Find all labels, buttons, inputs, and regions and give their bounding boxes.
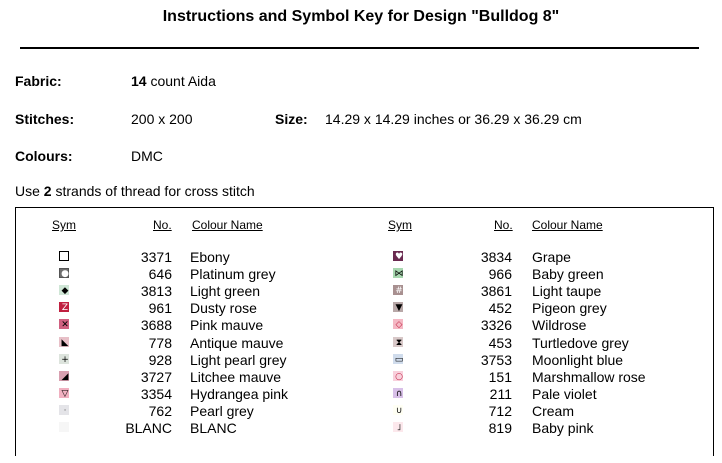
right-colour-name: Baby pink <box>532 420 594 436</box>
left-colour-number: 3727 <box>140 368 172 385</box>
left-colour-name: Dusty rose <box>190 300 257 317</box>
left-colour-number: BLANC <box>125 420 172 436</box>
strands-pre: Use <box>15 183 40 199</box>
right-colour-number: 452 <box>488 300 512 317</box>
cross-icon: ✕ <box>59 319 69 329</box>
no-header-left: No. <box>153 218 172 232</box>
left-colour-number: 961 <box>148 300 172 317</box>
strands-post: strands of thread for cross stitch <box>55 183 255 199</box>
title-divider <box>20 47 699 49</box>
right-colour-number: 211 <box>489 385 512 402</box>
right-colour-number: 453 <box>488 334 512 351</box>
cup-icon: ∪ <box>393 405 403 415</box>
triangle-corner-icon: ◣ <box>59 337 69 347</box>
dot-icon: · <box>59 405 69 415</box>
stitches-label: Stitches: <box>15 111 75 127</box>
left-colour-number: 778 <box>148 334 172 351</box>
rectangle-icon: ▭ <box>394 354 404 365</box>
left-colour-name: Light green <box>190 283 261 300</box>
circle-outline-icon: ○ <box>393 371 403 381</box>
strands-instruction <box>15 183 255 199</box>
left-colour-number: 928 <box>148 351 172 368</box>
right-colour-name: Marshmallow rose <box>532 368 646 385</box>
fabric-count: 14 <box>131 73 147 89</box>
left-colour-number: 3813 <box>140 283 172 300</box>
triangle-down-icon: ▽ <box>59 388 69 398</box>
z-icon: Z <box>59 302 69 312</box>
sym-header-left: Sym <box>52 218 76 232</box>
left-colour-number: 3371 <box>140 249 172 265</box>
right-colour-number: 819 <box>488 420 512 436</box>
left-colour-name: Pearl grey <box>190 402 254 419</box>
stitches-value: 200 x 200 <box>131 111 193 127</box>
fabric-type: count Aida <box>150 73 216 89</box>
right-colour-number: 712 <box>488 402 512 419</box>
heart-icon: ♥ <box>394 252 404 262</box>
left-colour-number: 3688 <box>140 317 172 334</box>
right-colour-number: 3861 <box>480 283 512 300</box>
right-colour-number: 966 <box>488 266 512 283</box>
left-colour-number: 3354 <box>140 385 172 402</box>
name-header-right: Colour Name <box>532 218 603 232</box>
right-colour-name: Pigeon grey <box>532 300 607 317</box>
circle-icon: ● <box>59 268 69 278</box>
left-colour-name: Antique mauve <box>190 334 284 351</box>
diamond-outline-icon: ◇ <box>393 319 403 329</box>
left-colour-name: Pink mauve <box>190 317 264 334</box>
left-colour-name: Light pearl grey <box>190 351 287 368</box>
size-label: Size: <box>275 111 308 127</box>
square-outline-icon <box>59 251 69 261</box>
colours-label: Colours: <box>15 148 73 164</box>
arch-icon: ∩ <box>393 388 403 398</box>
fabric-label: Fabric: <box>15 73 62 89</box>
right-colour-number: 3326 <box>480 317 512 334</box>
bowtie-icon: ⋈ <box>394 269 404 280</box>
hash-icon: # <box>393 285 403 295</box>
fabric-value <box>131 73 216 89</box>
sym-header-right: Sym <box>388 218 412 232</box>
hourglass-icon: ⧗ <box>393 337 403 347</box>
triangle-down-filled-icon: ▼ <box>393 302 403 312</box>
right-colour-name: Grape <box>532 249 571 265</box>
corner-icon: ˩ <box>393 422 403 432</box>
right-colour-name: Wildrose <box>532 317 587 334</box>
strands-count: 2 <box>43 183 52 199</box>
right-colour-number: 3834 <box>480 249 512 265</box>
right-colour-name: Turtledove grey <box>532 334 629 351</box>
page-title: Instructions and Symbol Key for Design "Bulldog 8" <box>162 8 560 25</box>
left-colour-number: 646 <box>148 266 172 283</box>
left-colour-name: Platinum grey <box>190 266 276 283</box>
right-colour-name: Cream <box>532 402 575 419</box>
right-colour-name: Light taupe <box>532 283 602 300</box>
blank-icon <box>59 422 69 432</box>
size-value: 14.29 x 14.29 inches or 36.29 x 36.29 cm <box>325 111 582 127</box>
plus-icon: + <box>59 354 69 364</box>
right-colour-number: 3753 <box>480 351 512 368</box>
right-colour-number: 151 <box>488 368 512 385</box>
left-colour-number: 762 <box>148 402 172 419</box>
right-colour-name: Moonlight blue <box>532 351 624 368</box>
left-colour-name: Litchee mauve <box>190 368 282 385</box>
name-header-left: Colour Name <box>192 218 263 232</box>
no-header-right: No. <box>494 218 513 232</box>
left-colour-name: Ebony <box>190 249 230 265</box>
triangle-filled-icon: ◢ <box>59 371 69 381</box>
left-colour-name: BLANC <box>190 420 237 436</box>
diamond-icon: ◆ <box>59 285 69 295</box>
right-colour-name: Pale violet <box>532 385 597 402</box>
left-colour-name: Hydrangea pink <box>190 385 289 402</box>
right-colour-name: Baby green <box>532 266 604 283</box>
colours-value: DMC <box>131 148 163 164</box>
